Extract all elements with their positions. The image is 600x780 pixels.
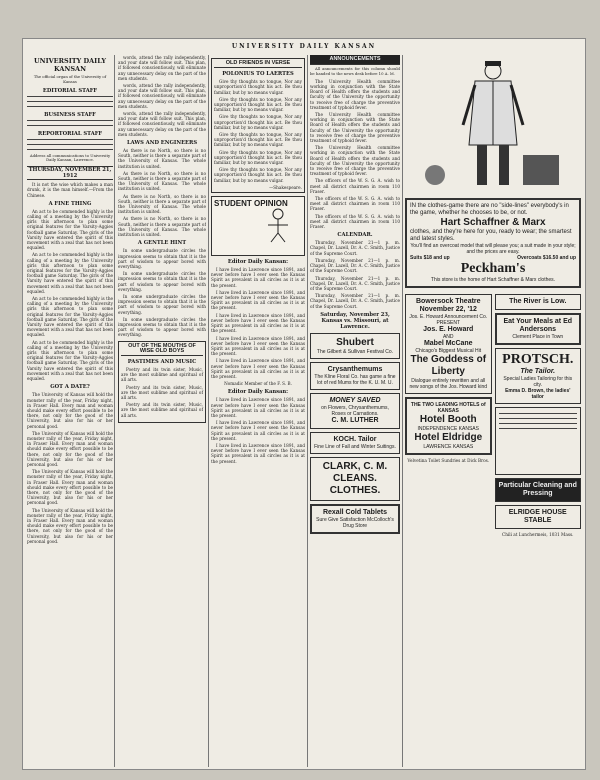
column-5-ads bbox=[405, 55, 581, 765]
article-fine-thing: An act to be commended highly is the calling of a meeting by the University girls this afternoon to plan some original features for the Varsity-Aggies football game Saturday. The girls of the Varsity have entered the spirit of this movement with a zeal that has not been equaled. bbox=[27, 339, 113, 382]
column-rule bbox=[402, 55, 403, 767]
staff-list bbox=[27, 139, 113, 142]
column-2 bbox=[118, 55, 206, 765]
editorial-staff-heading: EDITORIAL STAFF bbox=[42, 87, 98, 94]
protsch-sub: Special Ladies Tailoring for this city. bbox=[503, 376, 573, 388]
dateline: THURSDAY, NOVEMBER 21, 1912 bbox=[28, 167, 112, 180]
river-title: The River is Low. bbox=[509, 298, 567, 305]
staff-list bbox=[27, 149, 113, 152]
soldier-illustration-icon bbox=[405, 55, 581, 195]
article-gentle-hint: In some undergraduate circles the impression seems to obtain that it is the part of wisdom to appear bored with everything. bbox=[118, 248, 206, 269]
cartoon-title: STUDENT OPINION bbox=[214, 199, 288, 209]
box-title: OUT OF THE MOUTHS OF WISE OLD BOYS bbox=[121, 344, 203, 356]
announcements-intro: All announcements for this column should be handed to the news desk before 10 A. M. bbox=[310, 66, 400, 76]
letter-body: I have lived in Lawrence since 1891, and never before have I ever seen the Kansas Spirit as prevalent in all circles as it is at the present. bbox=[211, 312, 305, 334]
newspaper-page bbox=[22, 38, 586, 770]
letter-heading: Editor Daily Kansan: bbox=[227, 389, 289, 396]
clark-ad bbox=[310, 457, 400, 501]
rexall-ad bbox=[310, 504, 400, 534]
announcements-title: ANNOUNCEMENTS bbox=[310, 55, 400, 65]
goddess-title: The Goddess of Liberty bbox=[410, 354, 487, 377]
article-got-a-date: The University of Kansas will hold the monster rally of the year, Friday night, in Fraser Hall. Every man and woman should make every effort possible to be there, not only for the good of the University, but also for his or her personal good. bbox=[27, 430, 113, 467]
bowersock-date: November 22, '12 bbox=[419, 306, 477, 313]
hotel-booth: Hotel Booth bbox=[419, 414, 477, 425]
column-rule bbox=[307, 55, 308, 767]
article-fine-thing: An act to be commended highly is the calling of a meeting by the University girls this afternoon to plan some original features for the Varsity-Aggies football game Saturday. The girls of the Varsity have entered the spirit of this movement with a zeal that has not been equaled. bbox=[27, 208, 113, 251]
poem-text: Give thy thoughts no tongue, Nor any unproportion'd thought his act. Be thou familiar, but by no means vulgar. bbox=[214, 149, 302, 166]
stable-ad bbox=[495, 505, 582, 529]
old-friends-box bbox=[211, 58, 305, 193]
masthead: UNIVERSITY DAILY KANSAN bbox=[231, 43, 377, 50]
ads-left bbox=[405, 291, 492, 537]
poem-title: POLONIUS TO LAERTES bbox=[222, 71, 294, 78]
article-laws-engineers: As there is no North, so there is no South, neither is there a separate part of the University of Kansas. The whole institution is united. bbox=[118, 148, 206, 169]
river-ad bbox=[495, 294, 582, 310]
calendar-heading: CALENDAR. bbox=[337, 232, 373, 239]
ad-text bbox=[499, 413, 578, 416]
letter-heading: Editor Daily Kansan: bbox=[227, 259, 289, 266]
shubert-ad bbox=[310, 333, 400, 359]
staff-list bbox=[27, 144, 113, 147]
hotels-ad bbox=[405, 397, 492, 455]
announcement-health: The University Health committee working in conjunction with the State Board of Health offers the students and faculty of the University the opportunity to receive free of charge the preventive treatment of typhoid fever. bbox=[310, 78, 400, 110]
calendar-entry: Thursday, November 21—1 p. m. Chapel, Dr. Lazell, Dr. A. C. Smith, Justice of the Supreme Court. bbox=[310, 293, 400, 309]
shubert-sub: The Gilbert & Sullivan Festival Co. bbox=[316, 348, 394, 355]
calendar-entry: Thursday, November 21—1 p. m. Chapel, Dr. Lazell, Dr. A. C. Smith, Justice of the Supreme Court. bbox=[310, 275, 400, 291]
edanderson-ad bbox=[495, 313, 582, 345]
tailor-label: The Tailor. bbox=[520, 368, 556, 375]
poem-text: Give thy thoughts no tongue, Nor any unproportion'd thought his act. Be thou familiar, but by no means vulgar. bbox=[214, 167, 302, 183]
hart-schaffner-ad bbox=[405, 198, 581, 288]
intro-text: It is not the wise which makes a man drunk, it is the man himself.—From the Chinese. bbox=[27, 182, 113, 198]
letter-body: I have lived in Lawrence since 1891, and never before have I ever seen the Kansas Spirit as prevalent in all circles as it is at the present. bbox=[211, 289, 305, 311]
ads-right bbox=[495, 291, 582, 537]
article-continued: words, attend the rally independently, and your date will follow suit. This plan, if followed conscientiously, will eliminate any unnecessary delay on the part of the men students. bbox=[118, 111, 206, 137]
peckham-name: Peckham's bbox=[460, 261, 526, 276]
emma-brown: Emma D. Brown, the ladies' tailor bbox=[505, 388, 571, 400]
presents: PRESENT bbox=[436, 320, 461, 326]
ad-text bbox=[499, 428, 578, 431]
hsm-name: Hart Schaffner & Marx bbox=[440, 217, 546, 228]
crysanthemums-title: Crysanthemums bbox=[327, 365, 383, 373]
overcoats-price: Overcoats $16.50 and up bbox=[517, 255, 576, 261]
luther-name: C. M. LUTHER bbox=[331, 416, 379, 424]
box-title: OLD FRIENDS IN VERSE bbox=[214, 61, 302, 68]
article-gentle-hint: In some undergraduate circles the impression seems to obtain that it is the part of wisdom to appear bored with everything. bbox=[118, 293, 206, 315]
booth-city: INDEPENDENCE KANSAS bbox=[417, 426, 479, 432]
line-ad bbox=[495, 407, 582, 475]
money-saved-sub: on Flowers, Chrysanthemums, Roses or Carnations. bbox=[321, 404, 389, 417]
column-4 bbox=[310, 55, 400, 765]
velvetina-ad: Velvetina Toilet Sundries at Dick Bros. bbox=[407, 458, 490, 463]
crysanthemums-sub: The Kline Floral Co. has game a fine lot of red Mums for the K. U. M. U. bbox=[314, 373, 396, 386]
headline-fine-thing: A FINE THING bbox=[48, 200, 92, 207]
hotels-heading: THE TWO LEADING HOTELS of KANSAS bbox=[410, 402, 486, 414]
bowersock-ad bbox=[405, 294, 492, 394]
ad-text bbox=[499, 418, 578, 421]
and-text: AND bbox=[442, 334, 454, 340]
crysanthemums-ad bbox=[310, 362, 400, 390]
announcement-health: The University Health committee working in conjunction with the State Board of Health offers the students and faculty of the University the opportunity to receive free of charge the preventive treatment of typhoid fever. bbox=[310, 112, 400, 144]
column-3 bbox=[211, 55, 305, 765]
article-laws-engineers: As there is no North, so there is no South, neither is there a separate part of the University of Kansas. The whole institution is united. bbox=[118, 170, 206, 192]
clark-title: CLARK, C. M. CLEANS. CLOTHES. bbox=[322, 460, 388, 496]
letter-body: I have lived in Lawrence since 1891, and never before have I ever seen the Kansas Spirit as prevalent in all circles as it is at the present. bbox=[211, 335, 305, 357]
column-1 bbox=[27, 55, 113, 765]
poem-text: Give thy thoughts no tongue, Nor any unproportion'd thought his act. Be thou familiar, but by no means vulgar. bbox=[214, 96, 302, 113]
calendar-entry: Thursday, November 21—1 p. m. Chapel, Dr. Lazell, Dr. A. C. Smith, Justice of the Supreme Court. bbox=[310, 257, 400, 274]
announcement-wsga: The officers of the W. S. G. A. wish to meet all district chairmen in room 110 Fraser. bbox=[310, 213, 400, 230]
cleaning-title: Particular Cleaning and Pressing bbox=[498, 482, 577, 497]
article-gentle-hint: In some undergraduate circles the impression seems to obtain that it is the part of wisdom to appear bored with everything. bbox=[118, 271, 206, 292]
box-body: Poetry and its twin sister, Music, are the most sublime and spiritual of all arts. bbox=[121, 384, 203, 400]
student-opinion-cartoon bbox=[211, 196, 305, 256]
letter-body: I have lived in Lawrence since 1891, and never before have I ever seen the Kansas Spirit as prevalent in all circles as it is at the present. bbox=[211, 442, 305, 464]
article-got-a-date: The University of Kansas will hold the monster rally of the year, Friday night, in Fraser Hall. Every man and woman should make every effort possible to be there, not only for the good of the University, but also for his or her personal good. bbox=[27, 469, 113, 506]
cartoon-figure-icon bbox=[258, 207, 298, 243]
poem-text: Give thy thoughts no tongue, Nor any unproportion'd thought his act. Be thou familiar, but by no means vulgar. bbox=[214, 79, 302, 95]
article-gentle-hint: In some undergraduate circles the impression seems to obtain that it is the part of wisdom to appear bored with everything. bbox=[118, 316, 206, 338]
protsch-name: PROTSCH. bbox=[502, 352, 574, 367]
eldridge-city: LAWRENCE KANSAS bbox=[423, 444, 474, 450]
bowersock-name: Bowersock Theatre bbox=[415, 298, 481, 305]
rexall-title: Rexall Cold Tablets bbox=[322, 508, 388, 516]
staff-list bbox=[27, 125, 113, 128]
soldier-illustration bbox=[405, 55, 581, 195]
goddess-sub: Dialogue entirely rewritten and all new songs of the Jos. Howard kind bbox=[409, 378, 488, 390]
edanderson-title: Eat Your Meals at Ed Andersons bbox=[503, 318, 573, 333]
letter-body: I have lived in Lawrence since 1891, and never before have I ever seen the Kansas Spirit as prevalent in all circles as it is at the present. bbox=[211, 358, 305, 379]
hsm-line1: IN the clothes-game there are no "side-lines" everybody's in the game, whether he chooses to be, or not. bbox=[410, 203, 569, 216]
article-laws-engineers: As there is no North, so there is no South, neither is there a separate part of the University of Kansas. The whole institution is united. bbox=[118, 216, 206, 238]
article-continued: words, attend the rally independently, and your date will follow suit. This plan, if followed conscientiously, will eliminate any unnecessary delay on the part of the men students. bbox=[118, 55, 206, 81]
article-laws-engineers: As there is no North, so there is no South, neither is there a separate part of the University of Kansas. The whole institution is united. bbox=[118, 193, 206, 215]
headline-gentle-hint: A GENTLE HINT bbox=[137, 240, 187, 247]
hotel-eldridge: Hotel Eldridge bbox=[414, 432, 483, 443]
mabel-name: Mabel McCane bbox=[423, 340, 473, 347]
letter-body: I have lived in Lawrence since 1891, and never before have I ever seen the Kansas Spirit as prevalent in all circles as it is at the present. bbox=[211, 267, 305, 288]
rexall-sub: Sure Give Satisfaction McColloch's Drug Store bbox=[316, 516, 394, 529]
shubert-name: Shubert bbox=[336, 336, 374, 348]
peckham-sub: This store is the home of Hart Schaffner & Marx clothes. bbox=[430, 277, 556, 283]
headline-laws-engineers: LAWS AND ENGINEERS bbox=[126, 140, 198, 147]
koch-title: KOCH. Tailor bbox=[333, 435, 377, 443]
calendar-entry: Thursday, November 21—1 p. m. Chapel, Dr. Lazell, Dr. A. C. Smith, Justice of the Supreme Court. bbox=[310, 240, 400, 256]
box-body: Poetry and its twin sister, Music, are the most sublime and spiritual of all arts. bbox=[121, 366, 203, 383]
letter-body: I have lived in Lawrence since 1891, and never before have I ever seen the Kansas Spirit as prevalent in all circles as it is at the present. bbox=[211, 420, 305, 441]
wise-old-boys-box bbox=[118, 341, 206, 423]
article-got-a-date: The University of Kansas will hold the monster rally of the year, Friday night, in Fraser Hall. Every man and woman should make every effort possible to be there, not only for the good of the University, but also for his or her personal good. bbox=[27, 507, 113, 544]
ad-text bbox=[499, 423, 578, 426]
money-saved-ad bbox=[310, 393, 400, 429]
article-continued: words, attend the rally independently, and your date will follow suit. This plan, if followed conscientiously, will eliminate any unnecessary delay on the part of the men students. bbox=[118, 83, 206, 109]
column-rule bbox=[208, 55, 209, 767]
protsch-ad bbox=[495, 348, 582, 404]
article-got-a-date: The University of Kansas will hold the monster rally of the year, Friday night, in Fraser Hall. Every man and woman should make every effort possible to be there, not only for the good of the University, but also for his or her personal good. bbox=[27, 392, 113, 429]
letter-body: I have lived in Lawrence since 1891, and never before have I ever seen the Kansas Spirit as prevalent in all circles as it is at the present. bbox=[211, 397, 305, 418]
money-saved-title: MONEY SAVED bbox=[329, 396, 381, 404]
ads-row bbox=[405, 291, 581, 537]
paper-subtitle: The official organ of the University of Kansas bbox=[33, 74, 107, 84]
koch-sub: Fine Line of Fall and Winter Suitings. bbox=[314, 443, 396, 450]
announcement-wsga: The officers of the W. S. G. A. wish to meet all district chairmen in room 110 Fraser. bbox=[310, 196, 400, 212]
musical-hit: Chicago's Biggest Musical Hit bbox=[415, 348, 482, 354]
business-staff-heading: BUSINESS STAFF bbox=[44, 111, 96, 118]
poem-text: Give thy thoughts no tongue, Nor any unproportion'd thought his act. Be thou familiar, but by no means vulgar. bbox=[214, 132, 302, 148]
staff-list bbox=[27, 120, 113, 123]
howard-name: Jos. E. Howard bbox=[423, 326, 474, 333]
announcement-health: The University Health committee working in conjunction with the State Board of Health offers the students and faculty of the University the opportunity to receive free of charge the preventive treatment of typhoid fever. bbox=[310, 145, 400, 177]
box-subtitle: PASTIMES AND MUSIC bbox=[127, 358, 197, 365]
reportorial-staff-heading: REPORTORIAL STAFF bbox=[37, 130, 103, 137]
article-fine-thing: An act to be commended highly is the calling of a meeting by the University girls this afternoon to plan some original features for the Varsity-Aggies football game Saturday. The girls of the Varsity have entered the spirit of this movement with a zeal that has not been equaled. bbox=[27, 252, 113, 294]
letter-signature: Nomadic Member of the F. S. B. bbox=[224, 381, 292, 387]
poem-attribution: —Shakespeare. bbox=[269, 184, 302, 190]
headline-got-a-date: GOT A DATE? bbox=[50, 384, 90, 391]
bowersock-mgr: Jos. E. Howard Announcement Co. bbox=[409, 314, 488, 320]
clement-place: Clement Place in Town bbox=[512, 334, 564, 340]
announcement-wsga: The officers of the W. S. G. A. wish to meet all district chairmen in room 110 Fraser. bbox=[310, 178, 400, 194]
hsm-line2: clothes, and they're here for you, ready to wear; the smartest and latest styles. bbox=[410, 229, 572, 242]
column-rule bbox=[114, 55, 115, 767]
staff-list bbox=[27, 96, 113, 99]
suits-price: Suits $18 and up bbox=[410, 255, 450, 261]
address-note: Address all communications to University Daily Kansan, Lawrence. bbox=[29, 152, 111, 163]
article-fine-thing: An act to be commended highly is the calling of a meeting by the University girls this afternoon to plan some original features for the Varsity-Aggies football game Saturday. The girls of the Varsity have entered the spirit of this movement with a zeal that has not been equaled. bbox=[27, 296, 113, 338]
stable-title: ELRIDGE HOUSE STABLE bbox=[508, 509, 567, 524]
box-body: Poetry and its twin sister, Music, are the most sublime and spiritual of all arts. bbox=[121, 402, 203, 418]
poem-text: Give thy thoughts no tongue, Nor any unproportion'd thought his act. Be thou familiar, but by no means vulgar. bbox=[214, 114, 302, 130]
koch-ad bbox=[310, 432, 400, 454]
staff-list bbox=[27, 101, 113, 104]
cleaning-ad bbox=[495, 478, 582, 502]
staff-list bbox=[27, 106, 113, 109]
game-notice: Saturday, November 23, Kansas vs. Missouri, at Lawrence. bbox=[320, 311, 390, 330]
chili-ad: Chili at Lunchermeis, 1031 Mass. bbox=[502, 532, 574, 537]
hsm-overcoat: You'll find an overcoat model that will please you; a suit made in your style; and the prices are easy. bbox=[410, 243, 576, 255]
paper-title: UNIVERSITY DAILY KANSAN bbox=[33, 57, 107, 73]
